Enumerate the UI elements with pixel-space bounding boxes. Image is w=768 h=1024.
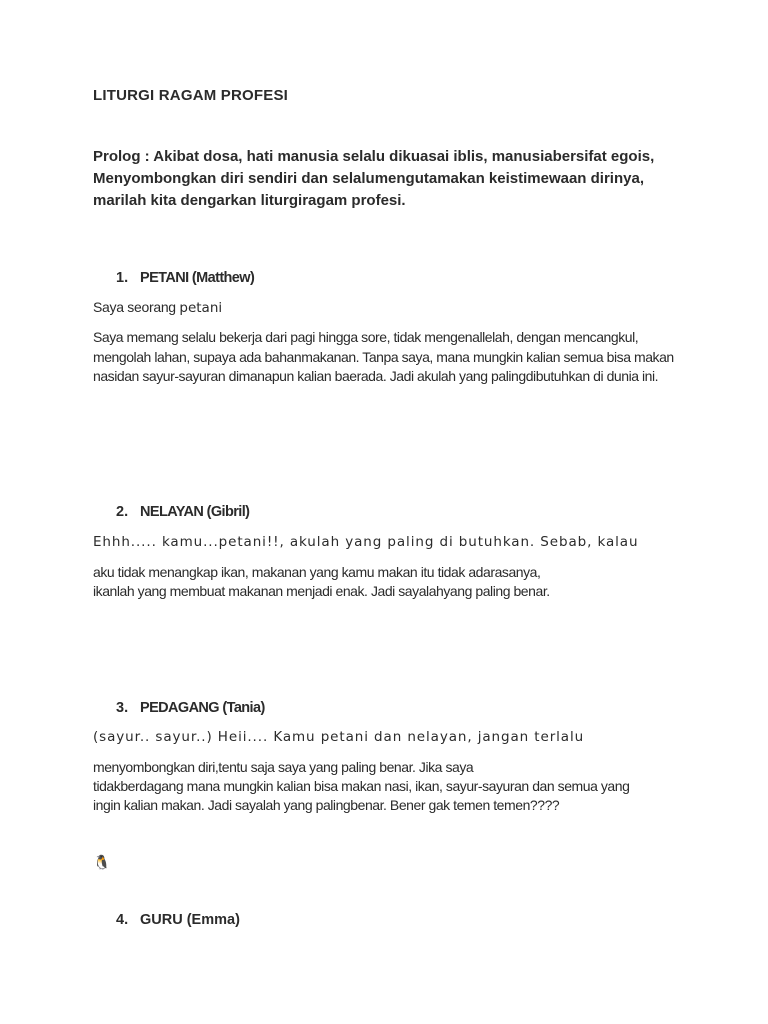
first-line-text: Saya seorang [93, 299, 180, 315]
petani-body: Saya memang selalu bekerja dari pagi hingga sore, tidak mengenallelah, dengan mencangkul, mengolah lahan, supaya ada bahanmakanan. Tanpa saya, mana mungkin kalian semua bisa makan nasidan sayur-sayuran dimanapun kalian baerada. Jadi akulah yang palingdibutuhkan di dunia ini. [93, 329, 674, 384]
section-heading-petani [116, 270, 254, 286]
pedagang-body-line-2: tidakberdagang mana mungkin kalian bisa makan nasi, ikan, sayur-sayuran dan semua yang [93, 778, 630, 794]
section-heading-nelayan [116, 504, 249, 520]
first-line-tail: petani [179, 300, 223, 316]
nelayan-body-line-2: ikanlah yang membuat makanan menjadi enak. Jadi sayalahyang paling benar. [93, 583, 550, 599]
nelayan-body-line-1: aku tidak menangkap ikan, makanan yang kamu makan itu tidak adarasanya, [93, 564, 541, 580]
pedagang-body-line-1: menyombongkan diri,tentu saja saya yang paling benar. Jika saya [93, 759, 474, 775]
section-heading-pedagang [116, 700, 265, 716]
prolog-paragraph: Prolog : Akibat dosa, hati manusia selalu dikuasai iblis, manusiabersifat egois, Menyombongkan diri sendiri dan selalumengutamakan keistimewaan dirinya, marilah kita dengarkan liturgiragam profesi. [93, 148, 655, 209]
section-title: PEDAGANG (Tania) [140, 700, 265, 716]
section-heading-guru [116, 912, 240, 928]
section-title: PETANI (Matthew) [140, 270, 255, 286]
section-title: GURU (Emma) [140, 912, 240, 928]
pedagang-body-line-3: ingin kalian makan. Jadi sayalah yang palingbenar. Bener gak temen temen???? [93, 797, 560, 813]
petani-first-line [93, 299, 222, 316]
pedagang-first-line: (sayur.. sayur..) Heii.... Kamu petani dan nelayan, jangan terlalu [93, 729, 585, 745]
section-number: 2. [116, 504, 129, 520]
section-number: 4. [116, 912, 129, 928]
section-number: 3. [116, 700, 129, 716]
section-number: 1. [116, 270, 129, 286]
section-title: NELAYAN (Gibril) [140, 504, 250, 520]
penguin-glyph-icon: 🐧 [93, 855, 111, 871]
document-title: LITURGI RAGAM PROFESI [93, 87, 289, 104]
nelayan-first-line: Ehhh..... kamu...petani!!, akulah yang paling di butuhkan. Sebab, kalau [93, 534, 639, 550]
